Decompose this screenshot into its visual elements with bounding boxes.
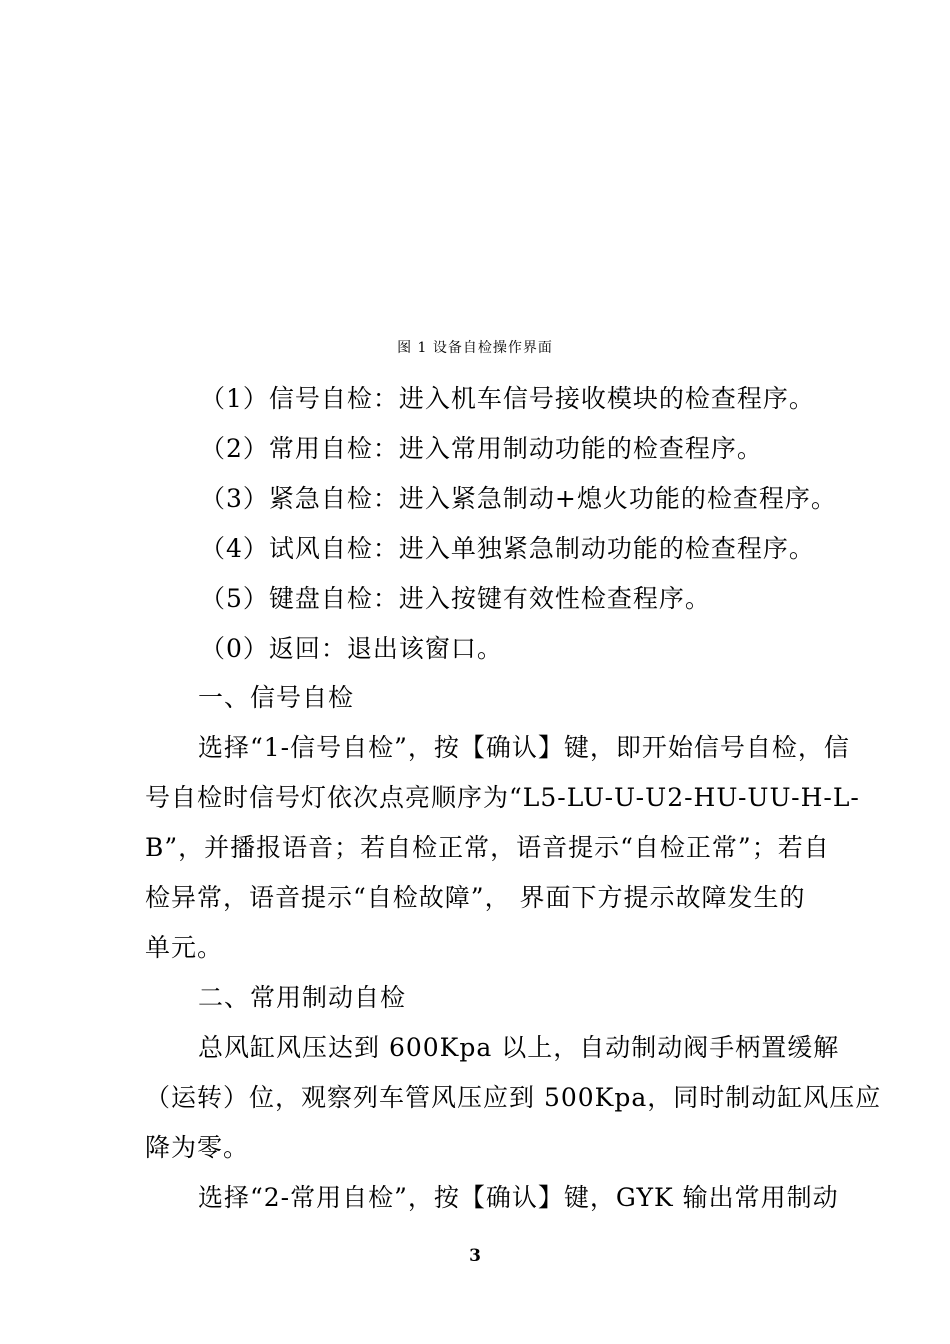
- section1-line-1: 选择“1-信号自检”，按【确认】键，即开始信号自检，信: [198, 733, 850, 762]
- section2-line-3: 降为零。: [145, 1133, 250, 1162]
- menu-item-3: （3）紧急自检：进入紧急制动+熄火功能的检查程序。: [200, 484, 837, 513]
- section2-line-1: 总风缸风压达到 600Kpa 以上，自动制动阀手柄置缓解: [198, 1033, 840, 1062]
- section1-line-4: 检异常，语音提示“自检故障”， 界面下方提示故障发生的: [145, 883, 806, 912]
- menu-item-1: （1）信号自检：进入机车信号接收模块的检查程序。: [200, 384, 815, 413]
- menu-item-5: （5）键盘自检：进入按键有效性检查程序。: [200, 584, 711, 613]
- menu-item-2: （2）常用自检：进入常用制动功能的检查程序。: [200, 434, 763, 463]
- page-number: 3: [469, 1246, 481, 1266]
- section2-line-2: （运转）位，观察列车管风压应到 500Kpa，同时制动缸风压应: [145, 1083, 882, 1112]
- menu-item-4: （4）试风自检：进入单独紧急制动功能的检查程序。: [200, 534, 815, 563]
- menu-item-0: （0）返回：退出该窗口。: [200, 634, 503, 663]
- section2-line-4: 选择“2-常用自检”，按【确认】键，GYK 输出常用制动: [198, 1183, 839, 1212]
- figure-caption: 图 1 设备自检操作界面: [397, 340, 553, 356]
- section1-line-2: 号自检时信号灯依次点亮顺序为“L5-LU-U-U2-HU-UU-H-L-: [145, 783, 860, 812]
- section1-heading: 一、信号自检: [198, 683, 355, 712]
- section1-line-5: 单元。: [145, 933, 224, 962]
- section1-line-3: B”，并播报语音；若自检正常，语音提示“自检正常”；若自: [145, 833, 830, 862]
- section2-heading: 二、常用制动自检: [198, 983, 407, 1012]
